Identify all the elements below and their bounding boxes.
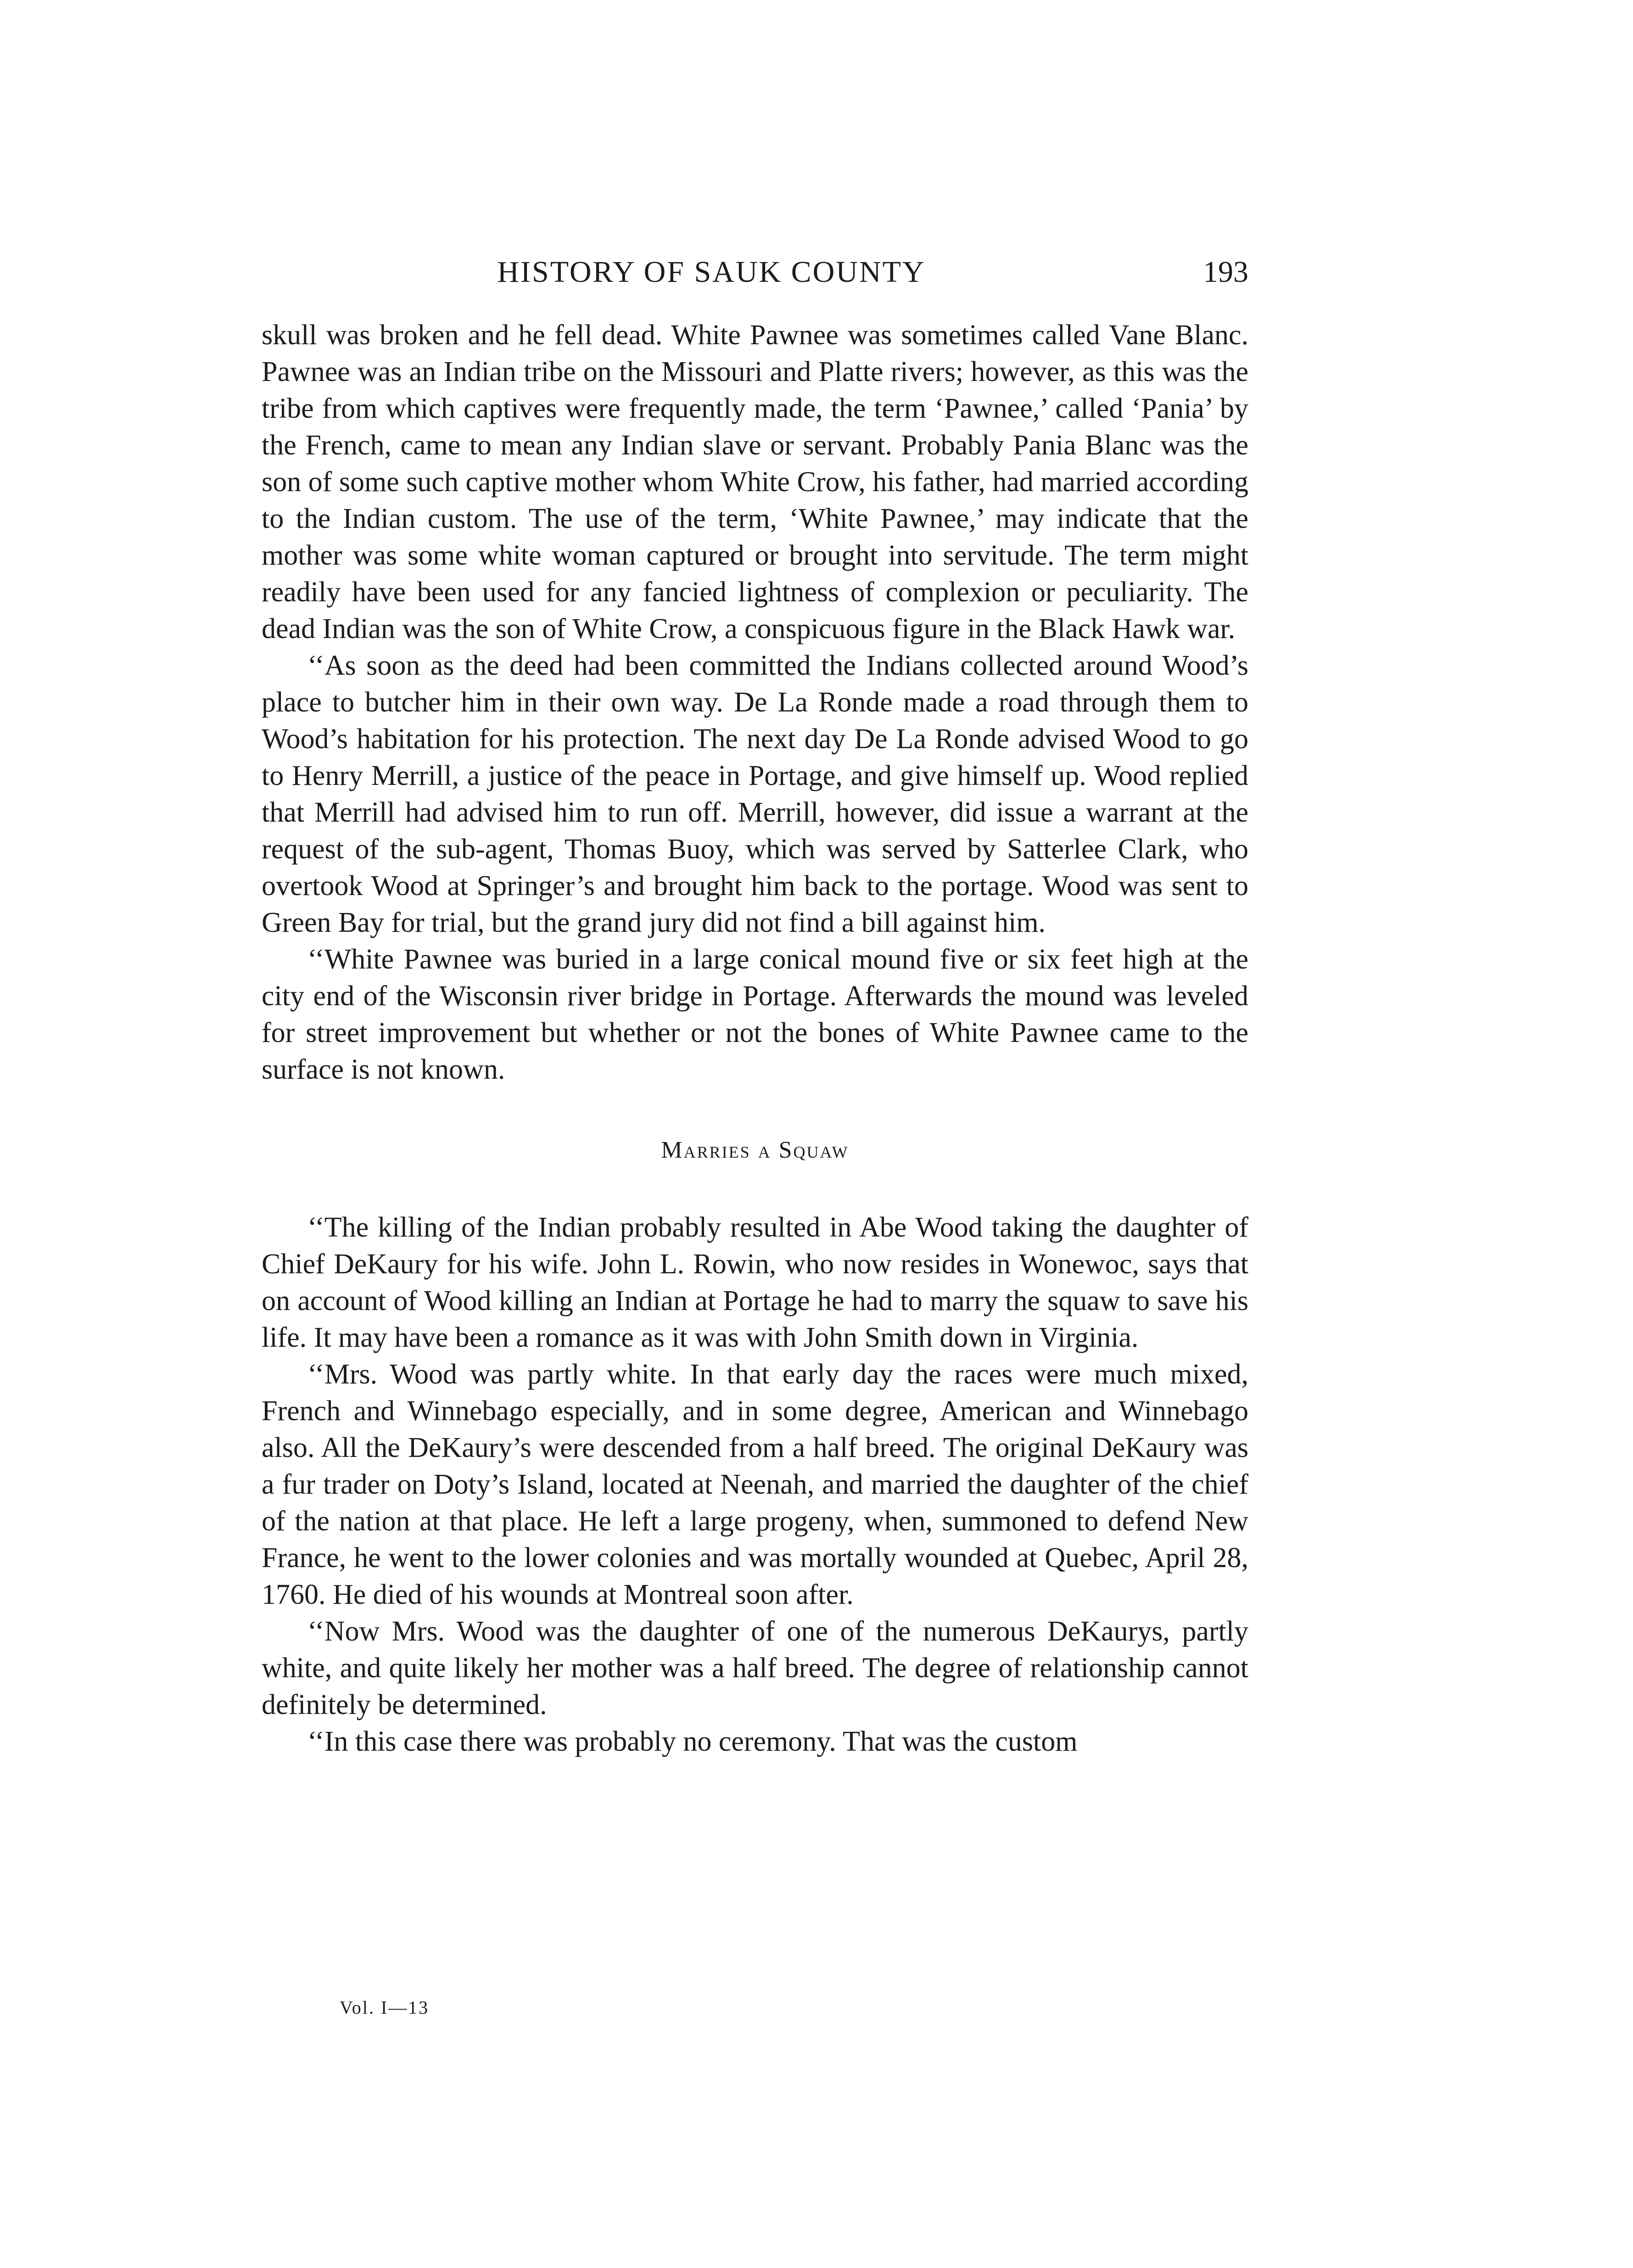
paragraph: ‘‘Now Mrs. Wood was the daughter of one of the numerous DeKaurys, partly white, and quite likely her mother was a half breed. The degree of relationship cannot definitely be determined. — [262, 1616, 1248, 1720]
paragraph-continued: skull was broken and he fell dead. White Pawnee was sometimes called Vane Blanc. Pawnee was an Indian tribe on the Missouri and Platte rivers; however, as this was the tribe from which captives were frequently made, the term ‘Pawnee,’ called ‘Pania’ by the French, came to mean any Indian slave or servant. Probably Pania Blanc was the son of some such captive mother whom White Crow, his father, had married according to the Indian custom. The use of the term, ‘White Pawnee,’ may indicate that the mother was some white woman captured or brought into servitude. The term might readily have been used for any fancied lightness of complexion or peculiarity. The dead Indian was the son of White Crow, a conspicuous figure in the Black Hawk war. — [262, 319, 1248, 644]
signature-mark: Vol. I—13 — [340, 1997, 430, 2018]
paragraph: ‘‘Mrs. Wood was partly white. In that early day the races were much mixed, French and Winnebago especially, and in some degree, American and Winnebago also. All the DeKaury’s were descended from a half breed. The original DeKaury was a fur trader on Doty’s Island, located at Neenah, and married the daughter of the chief of the nation at that place. He left a large progeny, when, summoned to defend New France, he went to the lower colonies and was mortally wounded at Quebec, April 28, 1760. He died of his wounds at Montreal soon after. — [262, 1359, 1248, 1610]
paragraph: ‘‘In this case there was probably no ceremony. That was the custom — [308, 1726, 1078, 1757]
running-head — [262, 252, 1248, 293]
running-title: HISTORY OF SAUK COUNTY — [497, 255, 926, 289]
paragraph: ‘‘The killing of the Indian probably resulted in Abe Wood taking the daughter of Chief DeKaury for his wife. John L. Rowin, who now resides in Wonewoc, says that on account of Wood killing an Indian at Portage he had to marry the squaw to save his life. It may have been a romance as it was with John Smith down in Virginia. — [262, 1212, 1248, 1353]
paragraph: ‘‘White Pawnee was buried in a large conical mound five or six feet high at the city end of the Wisconsin river bridge in Portage. Afterwards the mound was leveled for street improvement but whether or not the bones of White Pawnee came to the surface is not known. — [262, 944, 1248, 1085]
page-number: 193 — [1203, 255, 1248, 289]
paragraph: ‘‘As soon as the deed had been committed the Indians collected around Wood’s place to butcher him in their own way. De La Ronde made a road through them to Wood’s habitation for his protection. The next day De La Ronde advised Wood to go to Henry Merrill, a justice of the peace in Portage, and give himself up. Wood replied that Merrill had advised him to run off. Merrill, however, did issue a warrant at the request of the sub-agent, Thomas Buoy, which was served by Satterlee Clark, who overtook Wood at Springer’s and brought him back to the portage. Wood was sent to Green Bay for trial, but the grand jury did not find a bill against him. — [262, 650, 1248, 938]
body-text — [262, 317, 1248, 1760]
section-heading: Marries a Squaw — [661, 1137, 849, 1163]
